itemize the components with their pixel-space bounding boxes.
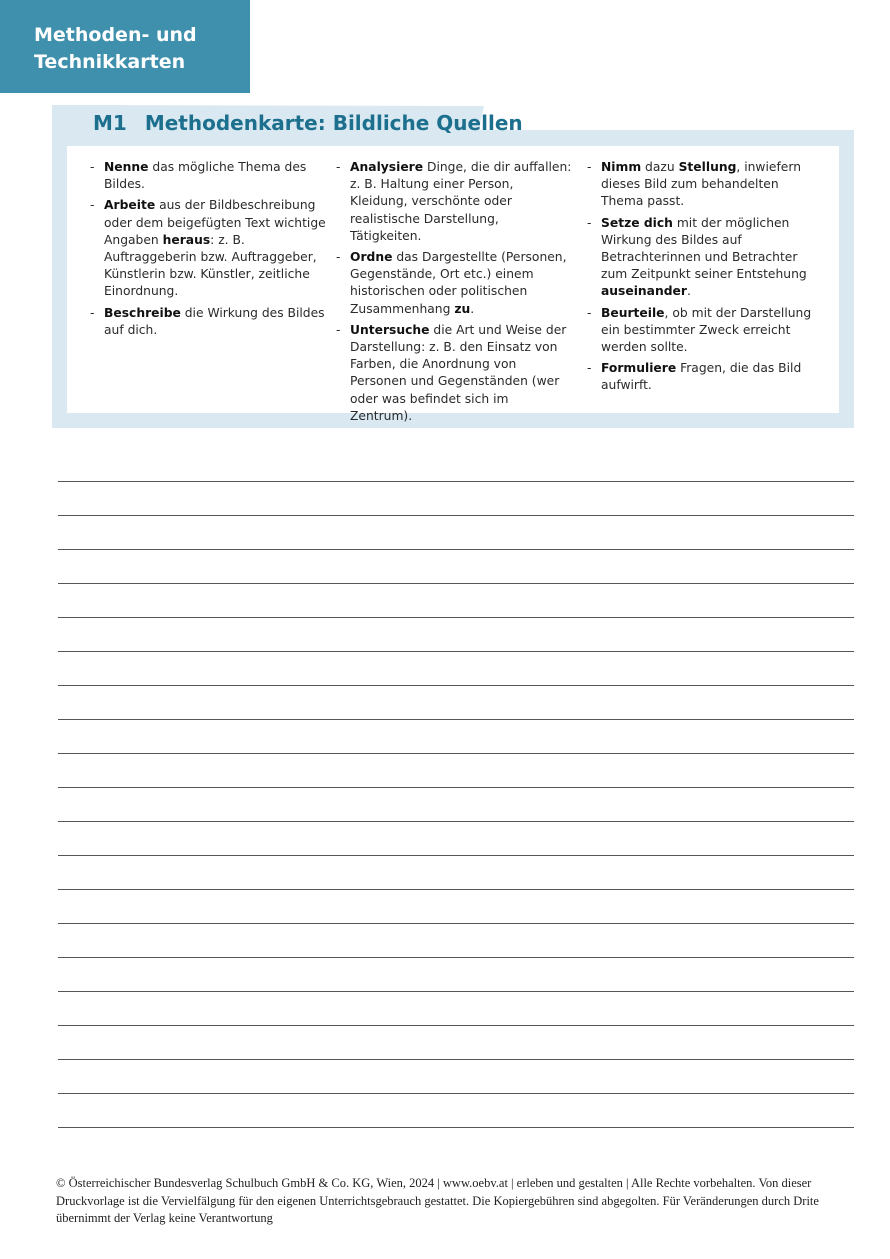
section-tab-line-2: Technikkarten [34, 51, 186, 73]
instruction-keyword: heraus [162, 232, 211, 247]
instruction-text: : z. B. Auftraggeberin bzw. Auftraggeber, Künstlerin bzw. Künstler, zeitliche Einordnung. [104, 232, 317, 299]
writing-line [58, 685, 854, 719]
writing-line [58, 753, 854, 787]
writing-line [58, 583, 854, 617]
instruction-item [587, 215, 823, 301]
instruction-text: Fragen, die das Bild aufwirft. [601, 361, 802, 393]
writing-line [58, 651, 854, 685]
dash-bullet: - [587, 361, 592, 376]
writing-line [58, 719, 854, 753]
instruction-item [90, 197, 326, 300]
section-tab-line-1: Methoden- und [34, 24, 197, 46]
writing-line [58, 821, 854, 855]
dash-bullet: - [587, 160, 592, 174]
instruction-text: dazu [641, 160, 679, 174]
dash-bullet: - [336, 322, 341, 337]
writing-line [58, 855, 854, 889]
instruction-keyword: Ordne [350, 250, 393, 265]
method-card-code: M1 [93, 111, 127, 135]
method-card-title [93, 111, 523, 135]
instruction-item [90, 305, 326, 339]
instruction-keyword: Untersuche [350, 322, 430, 337]
instruction-keyword: Stellung [678, 160, 737, 174]
instruction-text: , inwiefern dieses Bild zum behandelten Thema passt. [601, 160, 801, 209]
instruction-text: das Dargestellte (Personen, Gegenstände, Ort etc.) einem historischen oder politischen Zusammenhang [350, 250, 567, 316]
writing-lines [58, 481, 854, 1161]
writing-line [58, 1127, 854, 1161]
writing-line [58, 1093, 854, 1127]
instruction-keyword: Beurteile [601, 305, 665, 320]
dash-bullet: - [90, 305, 95, 320]
instruction-keyword: Setze dich [601, 215, 673, 230]
instruction-item [336, 322, 572, 425]
writing-line [58, 617, 854, 651]
instruction-text: mit der möglichen Wirkung des Bildes auf Betrachterinnen und Betrachter zum Zeitpunkt seiner Entstehung [601, 215, 807, 282]
writing-line [58, 1059, 854, 1093]
instruction-keyword: auseinander [601, 284, 687, 299]
instruction-text: das mögliche Thema des Bildes. [104, 160, 307, 192]
instruction-text: , ob mit der Darstellung ein bestimmter Zweck erreicht werden sollte. [601, 305, 812, 355]
instruction-item [587, 159, 823, 211]
writing-line [58, 923, 854, 957]
dash-bullet: - [90, 160, 95, 174]
instruction-item [587, 360, 823, 394]
writing-line [58, 991, 854, 1025]
instruction-keyword: zu [454, 301, 471, 316]
instruction-keyword: Formuliere [601, 361, 677, 376]
dash-bullet: - [90, 198, 95, 213]
writing-line [58, 957, 854, 991]
instruction-column-1 [90, 159, 326, 343]
instruction-keyword: Analysiere [350, 160, 424, 174]
instruction-item [587, 305, 823, 357]
dash-bullet: - [587, 215, 592, 230]
instruction-text: Dinge, die dir auffallen: z. B. Haltung einer Person, Kleidung, verschönte oder realistische Darstellung, Tätigkeiten. [350, 160, 572, 243]
writing-line [58, 481, 854, 515]
instruction-text: . [686, 284, 691, 299]
instruction-keyword: Beschreibe [104, 305, 181, 320]
instruction-text: . [470, 301, 475, 316]
instruction-item [336, 249, 572, 318]
instruction-keyword: Nenne [104, 160, 149, 174]
dash-bullet: - [336, 250, 341, 265]
instruction-text: aus der Bildbeschreibung oder dem beigefügten Text wichtige Angaben [104, 198, 326, 247]
writing-line [58, 1025, 854, 1059]
instruction-column-2 [336, 159, 572, 429]
section-tab [0, 0, 250, 93]
dash-bullet: - [336, 160, 341, 174]
instruction-text: die Wirkung des Bildes auf dich. [104, 305, 325, 337]
writing-line [58, 787, 854, 821]
writing-line [58, 515, 854, 549]
instruction-item [90, 159, 326, 193]
instruction-keyword: Arbeite [104, 198, 156, 213]
method-card-title-text: Methodenkarte: Bildliche Quellen [144, 111, 523, 135]
instruction-column-3 [587, 159, 823, 399]
copyright-footer: © Österreichischer Bundesverlag Schulbuch GmbH & Co. KG, Wien, 2024 | www.oebv.at | erleben und gestalten | Alle Rechte vorbehalten. Von dieser Druckvorlage ist die Vervielfälgung für den eigenen Unterrichtsgebrauch gestattet. Die Kopiergebühren sind abgegolten. Für Veränderungen durch Drite übernimmt der Verlag keine Verantwortung [56, 1176, 819, 1225]
writing-line [58, 549, 854, 583]
instruction-item [336, 159, 572, 245]
writing-line [58, 889, 854, 923]
dash-bullet: - [587, 305, 592, 320]
instruction-text: die Art und Weise der Darstellung: z. B. den Einsatz von Farben, die Anordnung von Personen und Gegenständen (wer oder was befindet sich im Zentrum). [350, 322, 567, 423]
instruction-keyword: Nimm [601, 160, 642, 174]
